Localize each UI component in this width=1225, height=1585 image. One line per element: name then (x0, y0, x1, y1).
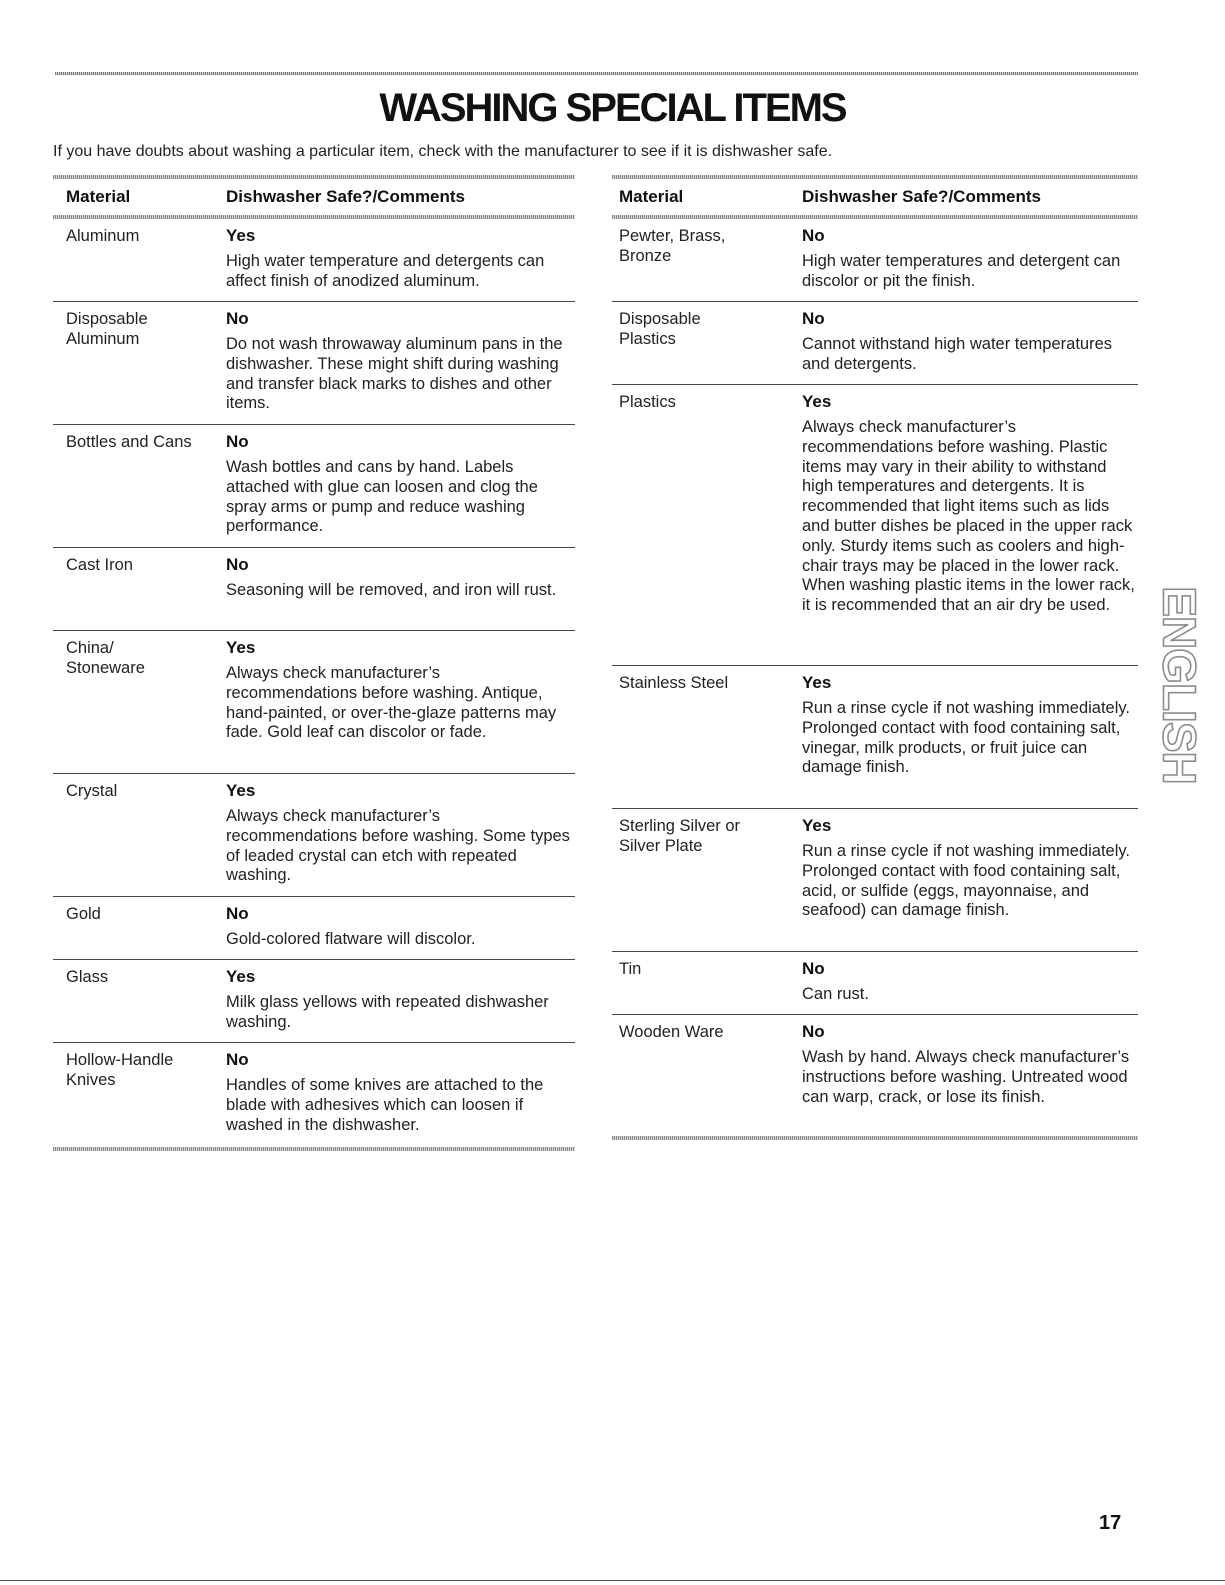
safe-verdict: No (226, 904, 249, 923)
material-cell: Glass (66, 968, 109, 986)
safe-verdict: Yes (802, 816, 832, 835)
material-cell (612, 226, 802, 301)
comment-text: Always check manufacturer’s recommendations before washing. Antique, hand-painted, or over-the-glaze patterns may fade. Gold leaf can discolor or fade. (226, 664, 557, 742)
language-label: ENGLISH (1154, 585, 1206, 784)
table-header (53, 179, 575, 215)
table-row (53, 302, 575, 425)
comment-cell (226, 967, 575, 1042)
top-divider (55, 72, 1138, 75)
comment-cell (802, 392, 1138, 665)
comment-cell (802, 673, 1138, 808)
table-row (53, 631, 575, 774)
comment-text: High water temperatures and detergent can discolor or pit the finish. (802, 252, 1121, 290)
table-row (53, 219, 575, 302)
comment-cell (802, 1022, 1138, 1136)
table-header (612, 179, 1138, 215)
safe-verdict: No (226, 309, 249, 328)
table-bottom-rule (53, 1147, 575, 1151)
table-row (612, 952, 1138, 1015)
table-row (612, 1015, 1138, 1136)
comment-text: Gold-colored flatware will discolor. (226, 930, 476, 948)
comment-text: Milk glass yellows with repeated dishwasher washing. (226, 993, 549, 1031)
safe-verdict: Yes (226, 781, 256, 800)
material-label: China/ Stoneware (66, 639, 145, 677)
safe-verdict: Yes (226, 638, 256, 657)
material-cell: Aluminum (66, 227, 140, 245)
table-row (612, 302, 1138, 385)
safe-verdict: No (802, 226, 825, 245)
intro-text: If you have doubts about washing a particular item, check with the manufacturer to see if it is dishwasher safe. (53, 143, 833, 160)
material-label: Hollow-Handle Knives (66, 1051, 174, 1089)
safe-verdict: No (802, 309, 825, 328)
safe-verdict: No (802, 1022, 825, 1041)
language-side-tab (1150, 577, 1210, 792)
material-label: Pewter, Brass, Bronze (619, 227, 726, 265)
comment-cell (226, 638, 575, 773)
page-title: WASHING SPECIAL ITEMS (379, 86, 846, 130)
safe-verdict: No (226, 1050, 249, 1069)
table-row (612, 666, 1138, 809)
comment-cell (226, 432, 575, 547)
table-row (53, 1043, 575, 1147)
material-cell: Crystal (66, 782, 118, 800)
comments-header: Dishwasher Safe?/Comments (226, 187, 466, 206)
comment-text: Cannot withstand high water temperatures and detergents. (802, 335, 1113, 373)
material-cell (612, 309, 802, 384)
material-label: Disposable Plastics (619, 310, 701, 348)
comment-text: Run a rinse cycle if not washing immediately. Prolonged contact with food containing salt, acid, or sulfide (eggs, mayonnaise, and seafood) can damage finish. (802, 842, 1131, 920)
table-row (53, 774, 575, 897)
table-row (53, 548, 575, 631)
table-bottom-rule (612, 1136, 1138, 1140)
material-label: Disposable Aluminum (66, 310, 148, 348)
material-label: Sterling Silver or Silver Plate (619, 817, 741, 855)
table-row (53, 897, 575, 960)
page-number: 17 (1099, 1512, 1122, 1534)
safe-verdict: Yes (226, 967, 256, 986)
bottom-edge-line (0, 1580, 1225, 1581)
comment-text: Wash bottles and cans by hand. Labels attached with glue can loosen and clog the spray arms or pump and reduce washing performance. (226, 458, 538, 536)
material-cell (53, 1050, 226, 1147)
comments-header: Dishwasher Safe?/Comments (802, 187, 1042, 206)
material-cell: Plastics (619, 393, 676, 411)
comment-cell (802, 816, 1138, 951)
comment-cell (226, 904, 575, 959)
material-cell: Cast Iron (66, 556, 133, 574)
material-cell (612, 816, 802, 951)
comment-text: Wash by hand. Always check manufacturer’s instructions before washing. Untreated wood can warp, crack, or lose its finish. (802, 1048, 1130, 1106)
table-row (612, 809, 1138, 952)
safe-verdict: Yes (802, 673, 832, 692)
material-cell (53, 309, 226, 424)
comment-text: High water temperature and detergents can affect finish of anodized aluminum. (226, 252, 545, 290)
comment-cell (226, 309, 575, 424)
material-cell: Gold (66, 905, 101, 923)
material-cell (53, 638, 226, 773)
comment-text: Can rust. (802, 985, 869, 1003)
material-cell: Bottles and Cans (66, 433, 192, 451)
safe-verdict: No (802, 959, 825, 978)
comment-cell (226, 781, 575, 896)
table-row (53, 960, 575, 1043)
materials-table-right (612, 175, 1138, 1140)
comment-text: Seasoning will be removed, and iron will rust. (226, 581, 557, 599)
safe-verdict: No (226, 555, 249, 574)
comment-cell (802, 959, 1138, 1014)
table-row (612, 385, 1138, 666)
material-cell: Wooden Ware (619, 1023, 724, 1041)
table-row (53, 425, 575, 548)
materials-table-left (53, 175, 575, 1151)
comment-cell (226, 226, 575, 301)
material-cell: Tin (619, 960, 642, 978)
safe-verdict: No (226, 432, 249, 451)
comment-cell (226, 1050, 575, 1147)
comment-text: Always check manufacturer’s recommendations before washing. Some types of leaded crystal can etch with repeated washing. (226, 807, 570, 885)
comment-text: Do not wash throwaway aluminum pans in the dishwasher. These might shift during washing and transfer black marks to dishes and other items. (226, 335, 563, 413)
safe-verdict: Yes (802, 392, 832, 411)
material-cell: Stainless Steel (619, 674, 729, 692)
comment-cell (802, 309, 1138, 384)
table-row (612, 219, 1138, 302)
comment-text: Handles of some knives are attached to the blade with adhesives which can loosen if washed in the dishwasher. (226, 1076, 544, 1134)
comment-cell (802, 226, 1138, 301)
safe-verdict: Yes (226, 226, 256, 245)
comment-text: Always check manufacturer’s recommendations before washing. Plastic items may vary in their ability to withstand high temperatures and detergents. It is recommended that light items such as lids and butter dishes be placed in the upper rack only. Sturdy items such as coolers and high-chair trays may be placed in the lower rack. When washing plastic items in the lower rack, it is recommended that an air dry be used. (802, 418, 1135, 615)
material-header: Material (66, 187, 131, 206)
comment-cell (226, 555, 575, 630)
comment-text: Run a rinse cycle if not washing immediately. Prolonged contact with food containing salt, vinegar, milk products, or fruit juice can damage finish. (802, 699, 1131, 777)
material-header: Material (619, 187, 684, 206)
